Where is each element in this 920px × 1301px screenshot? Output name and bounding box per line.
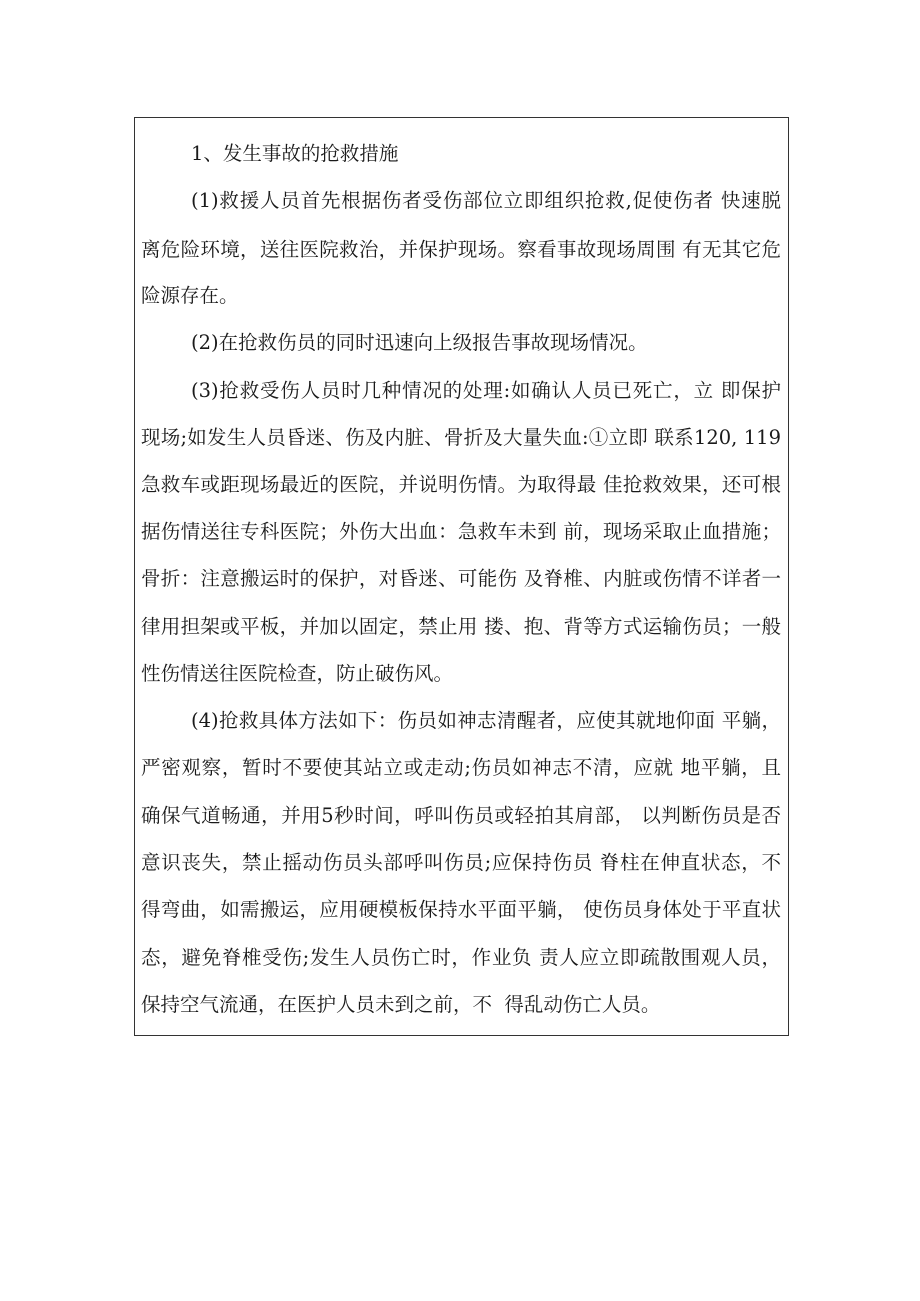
paragraph-4-line-6: 态，避免脊椎受伤;发生人员伤亡时，作业负 责人应立即疏散围观人员， [141, 946, 781, 969]
paragraph-2-line-1: (2)在抢救伤员的同时迅速向上级报告事故现场情况。 [191, 331, 648, 354]
paragraph-3-line-7: 性伤情送往医院检查，防止破伤风。 [141, 662, 454, 685]
paragraph-1-line-1: (1)救援人员首先根据伤者受伤部位立即组织抢救,促使伤者 快速脱 [191, 189, 781, 212]
paragraph-1-line-2: 离危险环境，送往医院救治，并保护现场。察看事故现场周围 有无其它危 [141, 238, 781, 261]
paragraph-3-line-5: 骨折：注意搬运时的保护，对昏迷、可能伤 及脊椎、内脏或伤情不详者一 [141, 567, 781, 590]
paragraph-4-line-3: 确保气道畅通，并用5秒时间，呼叫伤员或轻拍其肩部， 以判断伤员是否 [141, 804, 781, 827]
paragraph-3-line-3: 急救车或距现场最近的医院，并说明伤情。为取得最 佳抢救效果，还可根 [141, 473, 781, 496]
paragraph-3-line-4: 据伤情送往专科医院；外伤大出血：急救车未到 前，现场采取止血措施； [141, 520, 781, 543]
paragraph-3-line-2: 现场;如发生人员昏迷、伤及内脏、骨折及大量失血:①立即 联系120, 119 [141, 426, 781, 449]
paragraph-4-line-5: 得弯曲，如需搬运，应用硬模板保持水平面平躺， 使伤员身体处于平直状 [141, 898, 781, 921]
content-table-cell [134, 117, 789, 1036]
section-heading: 1、发生事故的抢救措施 [191, 142, 399, 165]
paragraph-4-line-7: 保持空气流通，在医护人员未到之前，不 得乱动伤亡人员。 [141, 993, 661, 1016]
paragraph-1-line-3: 险源存在。 [141, 284, 239, 307]
paragraph-4-line-4: 意识丧失，禁止摇动伤员头部呼叫伤员;应保持伤员 脊柱在伸直状态，不 [141, 851, 781, 874]
paragraph-3-line-6: 律用担架或平板，并加以固定，禁止用 搂、抱、背等方式运输伤员；一般 [141, 615, 781, 638]
paragraph-4-line-2: 严密观察，暂时不要使其站立或走动;伤员如神志不清，应就 地平躺，且 [141, 756, 781, 779]
paragraph-3-line-1: (3)抢救受伤人员时几种情况的处理:如确认人员已死亡，立 即保护 [191, 379, 781, 402]
paragraph-4-line-1: (4)抢救具体方法如下：伤员如神志清醒者，应使其就地仰面 平躺， [191, 709, 781, 732]
